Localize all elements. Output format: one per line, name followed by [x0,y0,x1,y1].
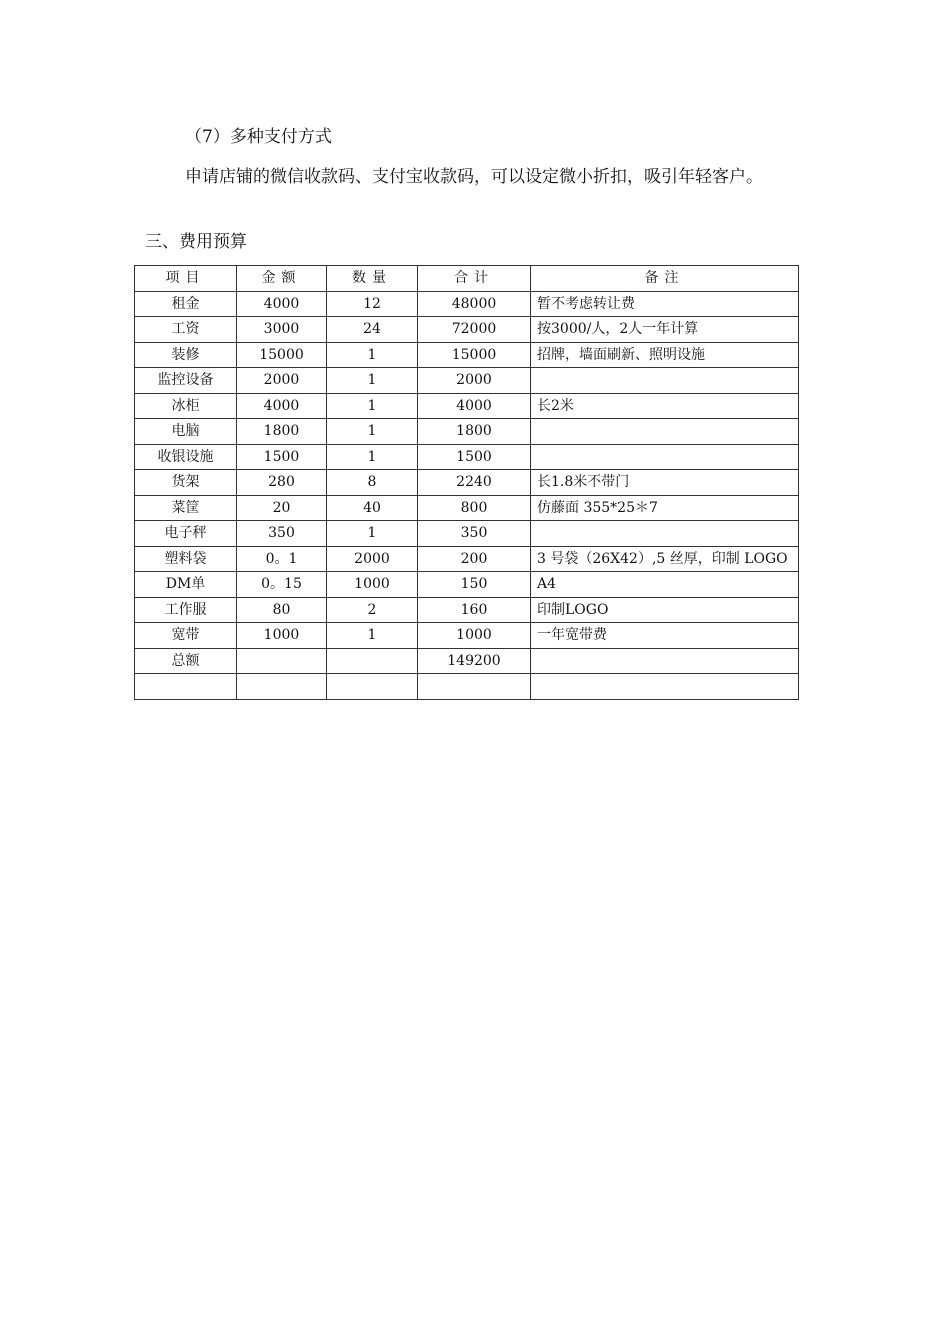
table-row [135,444,799,470]
cell-item: 工资 [135,317,237,343]
cell-empty [327,674,418,700]
cell-quantity [327,648,418,674]
cell-quantity: 1 [327,444,418,470]
table-row [135,291,799,317]
cell-amount: 1800 [237,419,327,445]
cell-item: 冰柜 [135,393,237,419]
cell-notes [531,444,799,470]
cell-quantity: 8 [327,470,418,496]
cell-quantity: 1000 [327,572,418,598]
cell-empty [418,674,531,700]
cell-quantity: 12 [327,291,418,317]
cell-amount: 3000 [237,317,327,343]
cell-quantity: 1 [327,393,418,419]
cell-empty [531,674,799,700]
cell-notes: 一年宽带费 [531,623,799,649]
cell-quantity: 24 [327,317,418,343]
cell-amount: 1000 [237,623,327,649]
cell-amount: 4000 [237,393,327,419]
cell-total: 2240 [418,470,531,496]
cell-notes [531,521,799,547]
cell-notes: 长1.8米不带门 [531,470,799,496]
cell-item: 收银设施 [135,444,237,470]
cell-quantity: 1 [327,368,418,394]
cell-quantity: 1 [327,521,418,547]
cell-amount: 350 [237,521,327,547]
cell-notes: A4 [531,572,799,598]
cell-item: 宽带 [135,623,237,649]
cell-quantity: 2 [327,597,418,623]
cell-empty [237,674,327,700]
table-row [135,470,799,496]
cell-amount: 20 [237,495,327,521]
cell-total: 2000 [418,368,531,394]
cell-item: 塑料袋 [135,546,237,572]
cell-notes: 暂不考虑转让费 [531,291,799,317]
payment-paragraph: 申请店铺的微信收款码、支付宝收款码，可以设定微小折扣，吸引年轻客户。 [185,167,763,187]
cell-total: 160 [418,597,531,623]
cell-amount: 4000 [237,291,327,317]
cell-item: 租金 [135,291,237,317]
cell-notes: 3 号袋（26X42）,5 丝厚，印制 LOGO [531,546,799,572]
section-title-budget: 三、费用预算 [145,232,247,252]
table-header-row [135,266,799,292]
table-row [135,317,799,343]
cell-amount: 280 [237,470,327,496]
cell-quantity: 1 [327,342,418,368]
cell-quantity: 2000 [327,546,418,572]
cell-item: 工作服 [135,597,237,623]
table-row [135,623,799,649]
cell-item: 菜筐 [135,495,237,521]
table-row-empty [135,674,799,700]
cell-empty [135,674,237,700]
cell-total: 15000 [418,342,531,368]
table-row [135,419,799,445]
cell-notes [531,419,799,445]
cell-quantity: 40 [327,495,418,521]
cell-total: 200 [418,546,531,572]
cell-amount: 15000 [237,342,327,368]
cell-total: 150 [418,572,531,598]
header-notes: 备注 [531,266,799,292]
cell-total: 350 [418,521,531,547]
cell-total: 48000 [418,291,531,317]
cell-notes: 印制LOGO [531,597,799,623]
table-row [135,393,799,419]
table-row [135,572,799,598]
cell-total: 1800 [418,419,531,445]
cell-total: 1000 [418,623,531,649]
header-item: 项目 [135,266,237,292]
cell-total: 1500 [418,444,531,470]
cell-item: 装修 [135,342,237,368]
cell-total: 149200 [418,648,531,674]
cell-item: 监控设备 [135,368,237,394]
cell-amount: 80 [237,597,327,623]
cell-notes [531,648,799,674]
table-row [135,495,799,521]
cell-notes: 招牌，墙面刷新、照明设施 [531,342,799,368]
subheading-payment-methods: （7）多种支付方式 [185,127,332,147]
cell-item: 总额 [135,648,237,674]
cell-total: 800 [418,495,531,521]
table-row-total [135,648,799,674]
table-row [135,546,799,572]
table-row [135,521,799,547]
table-row [135,368,799,394]
table-row [135,342,799,368]
header-quantity: 数量 [327,266,418,292]
cell-notes: 长2米 [531,393,799,419]
header-total: 合计 [418,266,531,292]
cell-amount: 2000 [237,368,327,394]
cell-notes: 仿藤面 355*25＊7 [531,495,799,521]
cell-total: 4000 [418,393,531,419]
cell-amount: 0。1 [237,546,327,572]
cell-total: 72000 [418,317,531,343]
cell-amount [237,648,327,674]
table-row [135,597,799,623]
cell-notes: 按3000/人，2人一年计算 [531,317,799,343]
cell-amount: 0。15 [237,572,327,598]
header-amount: 金额 [237,266,327,292]
cell-quantity: 1 [327,419,418,445]
cell-item: 电子秤 [135,521,237,547]
cell-item: DM单 [135,572,237,598]
cell-quantity: 1 [327,623,418,649]
cell-item: 货架 [135,470,237,496]
cell-notes [531,368,799,394]
cell-item: 电脑 [135,419,237,445]
budget-table [134,265,799,700]
cell-amount: 1500 [237,444,327,470]
